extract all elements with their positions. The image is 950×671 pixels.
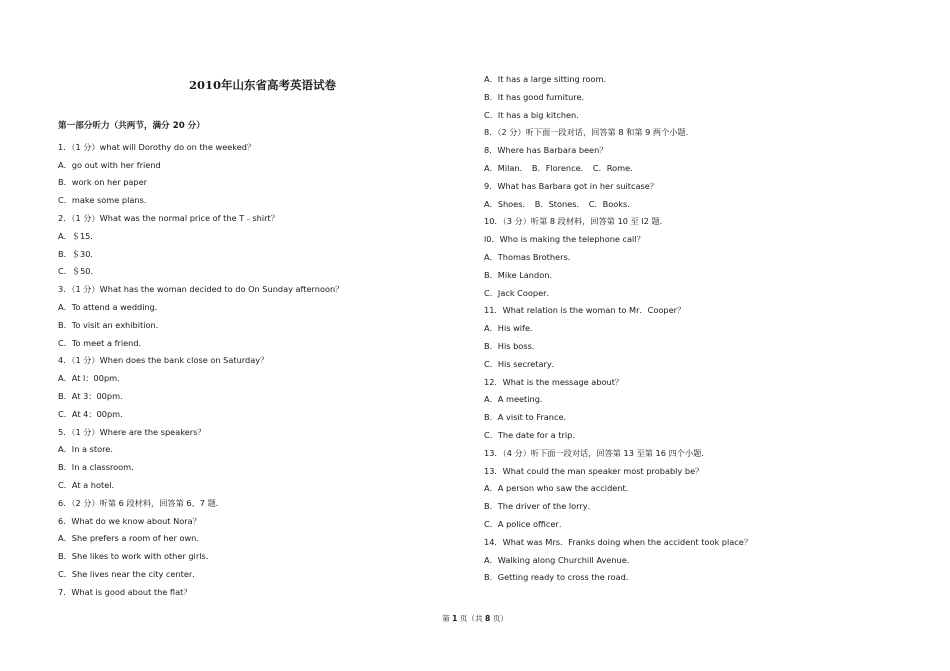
- question-line: B．The driver of the lorry．: [484, 501, 596, 512]
- question-line: 12．What is the message about？: [484, 376, 624, 387]
- footer-prefix: 第: [442, 614, 450, 623]
- question-line: 11．What relation is the woman to Mr．Cooper？: [484, 305, 686, 316]
- question-line: A．At l：00pm．: [58, 373, 126, 384]
- question-line: A．His wife．: [484, 323, 539, 334]
- footer-middle: 页（共: [459, 614, 483, 623]
- footer-suffix: 页）: [492, 614, 508, 623]
- question-line: B．work on her paper: [58, 177, 148, 188]
- question-line: 8．（2 分）听下面一段对话，回答第 8 和第 9 两个小题．: [484, 127, 694, 138]
- question-line: 3．（1 分）What has the woman decided to do On Sunday afternoon？: [58, 284, 344, 295]
- question-line: C．＄50．: [58, 266, 99, 277]
- question-line: 5．（1 分）Where are the speakers？: [58, 426, 206, 437]
- question-line: C．It has a big kitchen．: [484, 109, 585, 120]
- footer-total-pages: 8: [485, 614, 491, 623]
- question-line: 10．（3 分）听第 8 段材料，回答第 10 至 l2 题．: [484, 216, 668, 227]
- question-line: C．His secretary．: [484, 358, 560, 369]
- question-line: A．Milan． B．Florence． C．Rome．: [484, 163, 639, 173]
- question-line: A．go out with her friend: [58, 159, 161, 170]
- question-line: C．To meet a friend．: [58, 337, 147, 348]
- question-line: C．At a hotel．: [58, 480, 120, 490]
- question-line: B．At 3：00pm．: [58, 391, 129, 401]
- question-line: B．Mike Landon．: [484, 269, 558, 280]
- question-line: l0．Who is making the telephone call？: [484, 234, 645, 245]
- question-line: 4．（1 分）When does the bank close on Saturday？: [58, 355, 269, 366]
- question-line: 13．What could the man speaker most probably be？: [484, 465, 704, 476]
- question-line: A．Thomas Brothers．: [484, 252, 576, 262]
- question-line: 6．（2 分）听第 6 段材料，回答第 6、7 题．: [58, 497, 224, 508]
- section-heading: 第一部分听力（共两节，满分 20 分）: [58, 121, 205, 131]
- question-line: 2．（1 分）What was the normal price of the T﹣shirt？: [58, 213, 279, 223]
- question-line: C．She lives near the city center．: [58, 569, 201, 579]
- question-line: 1．（1 分）what will Dorothy do on the weeked？: [58, 141, 256, 152]
- question-line: 13．（4 分）听下面一段对话，回答第 13 至第 16 四个小题．: [484, 447, 710, 458]
- page-footer: [0, 614, 950, 624]
- question-line: A．＄15．: [58, 230, 99, 241]
- question-line: A．To attend a wedding．: [58, 302, 164, 312]
- question-line: B．Getting ready to cross the road．: [484, 572, 635, 583]
- question-line: B．His boss．: [484, 341, 541, 351]
- question-line: 14．What was Mrs．Franks doing when the accident took place？: [484, 536, 753, 547]
- question-line: A．Walking along Churchill Avenue．: [484, 554, 635, 565]
- question-line: A．A meeting．: [484, 394, 549, 405]
- question-line: A．It has a large sitting room．: [484, 74, 612, 84]
- question-line: C．At 4：00pm．: [58, 408, 129, 419]
- question-line: B．It has good furniture．: [484, 91, 590, 102]
- question-line: 7．What is good about the flat？: [58, 586, 192, 597]
- question-line: A．In a store．: [58, 444, 119, 455]
- question-line: A．Shoes． B．Stones． C．Books．: [484, 198, 636, 209]
- question-line: B．＄30．: [58, 248, 99, 259]
- question-line: B．She likes to work with other girls．: [58, 551, 214, 562]
- question-line: B．A visit to France．: [484, 412, 572, 423]
- question-line: 9．What has Barbara got in her suitcase？: [484, 180, 659, 191]
- question-line: C．The date for a trip．: [484, 430, 581, 440]
- footer-page-number: 1: [452, 614, 458, 623]
- question-line: C．make some plans．: [58, 195, 153, 206]
- page-title: 2010年山东省高考英语试卷: [188, 78, 336, 92]
- question-line: B．To visit an exhibition．: [58, 319, 164, 330]
- question-line: 6．What do we know about Nora？: [58, 515, 201, 526]
- question-line: 8．Where has Barbara been？: [484, 145, 608, 156]
- question-line: B．In a classroom．: [58, 462, 140, 473]
- question-line: A．A person who saw the accident．: [484, 483, 634, 494]
- question-line: C．Jack Cooper．: [484, 287, 555, 298]
- question-line: A．She prefers a room of her own．: [58, 533, 205, 544]
- question-line: C．A police officer．: [484, 519, 568, 529]
